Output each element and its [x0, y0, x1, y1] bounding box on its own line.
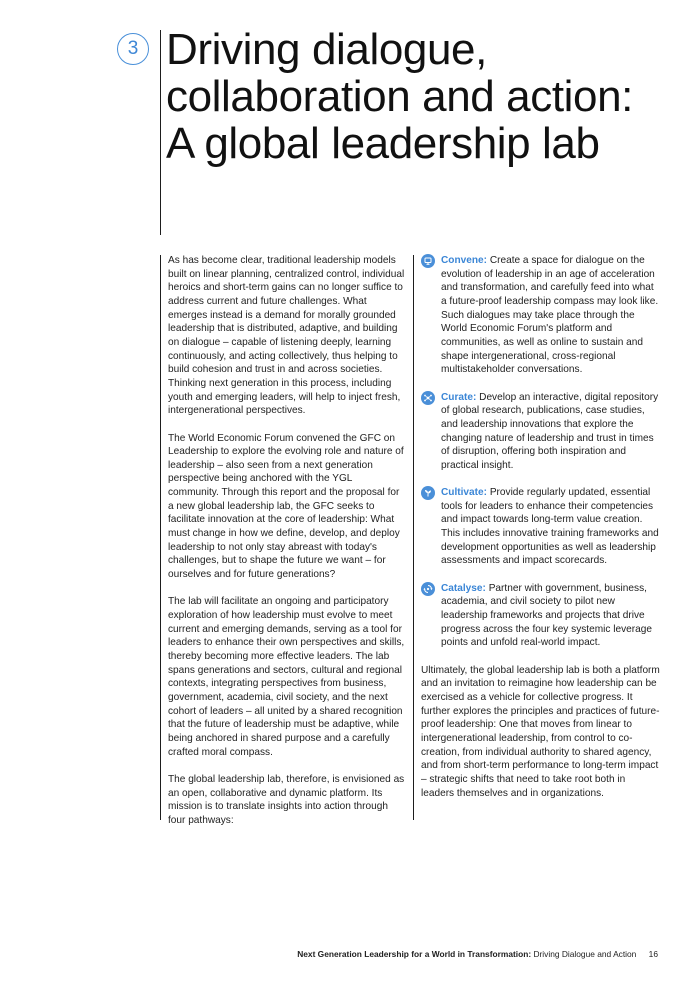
pathway-description: Create a space for dialogue on the evolution of leadership in an age of acceleration and transformation, and carefully feed into what a future-proof leadership compass may look like. Such dialogues may take place through the World Economic Forum's platform and communities, as well as online to sustain and shape intergenerational, cross-regional multistakeholder conversations.: [441, 255, 659, 376]
body-paragraph: The global leadership lab, therefore, is envisioned as an open, collaborative and dynamic platform. Its mission is to translate insights into action through four pathways:: [168, 773, 405, 826]
pathway-description: Partner with government, business, academia, and civil society to pilot new leadership frameworks and projects that drive progress across the four key systemic leverage points and unfold real-world impact.: [441, 582, 652, 649]
pathway-cultivate: [421, 486, 661, 568]
chapter-number-badge: [117, 33, 149, 65]
chapter-number: 3: [127, 38, 139, 59]
closing-paragraph: Ultimately, the global leadership lab is both a platform and an invitation to reimagine how leadership can be exercised as a vehicle for collective progress. It further explores the principles and practices of future-proof leadership: One that moves from linear to intergenerational leadership, from control to co-creation, from individual authority to shared agency, and from short-term performance to long-term impact – strategic shifts that need to take root both in leaders themselves and in organizations.: [421, 664, 660, 799]
catalyse-icon: [421, 582, 435, 596]
convene-icon: [421, 254, 435, 268]
curate-icon: [421, 391, 435, 405]
footer-report-title: Next Generation Leadership for a World in Transformation:: [297, 949, 532, 959]
pathway-catalyse: [421, 582, 661, 650]
pathway-description: Develop an interactive, digital repository of global research, publications, case studies, and leadership innovations that explore the changing nature of leadership and trust in times of disruption, offering both inspiration and practical insight.: [441, 391, 659, 471]
pathway-curate: [421, 391, 661, 473]
pathway-description: Provide regularly updated, essential tools for leaders to enhance their competencies and impact towards long-term value creation. This includes innovative training frameworks and development opportunities as well as leadership assessments and impact scorecards.: [441, 487, 659, 567]
left-column: [168, 254, 405, 841]
title-divider-rule: [160, 30, 161, 235]
pathway-name: Cultivate:: [441, 487, 487, 499]
pathway-name: Convene:: [441, 255, 487, 266]
body-paragraph: As has become clear, traditional leadership models built on linear planning, centralized control, individual heroics and short-term gains can no longer suffice to address current and future challenges. What emerges instead is a demand for morally grounded leadership that is distributed, adaptive, and building on dialogue – capable of listening deeply, learning continuously, and acting collectively, thus helping to build cohesion and trust in and across societies. Thinking next generation in this process, including youth and emerging leaders, will help to inject fresh, intergenerational perspectives.: [168, 255, 405, 417]
pathway-convene: [421, 254, 661, 377]
left-column-rule: [160, 255, 161, 820]
right-column-rule: [413, 255, 414, 820]
pathway-name: Curate:: [441, 391, 477, 403]
page-footer: [0, 949, 658, 959]
page-number: 16: [648, 949, 658, 959]
pathway-name: Catalyse:: [441, 582, 486, 594]
body-paragraph: The World Economic Forum convened the GFC on Leadership to explore the evolving role and nature of leadership – also seen from a next generation perspective being anchored with the YGL community. Through this report and the proposal for a new global leadership lab, the GFC seeks to facilitate innovation at the core of leadership: What must change in how we define, develop, and deploy leadership to not only stay abreast with today's challenges, but to shape the future we want – for ourselves and for future generations?: [168, 432, 404, 581]
footer-section: Driving Dialogue and Action: [533, 949, 637, 959]
cultivate-icon: [421, 486, 435, 500]
page-title: Driving dialogue, collaboration and action: A global leadership lab: [166, 25, 633, 168]
body-paragraph: The lab will facilitate an ongoing and participatory exploration of how leadership must evolve to meet current and emerging demands, serving as a tool for leaders to enhance their own perspectives and skills, thereby becoming more effective leaders. The lab spans generations and sectors, cultural and regional contexts, integrating perspectives from business, government, academia, civil society, and the next cohort of leaders – all united by a shared recognition that the future of leadership must be adaptive, while being anchored in shared purpose and a carefully crafted moral compass.: [168, 596, 405, 758]
right-column: [421, 254, 661, 814]
